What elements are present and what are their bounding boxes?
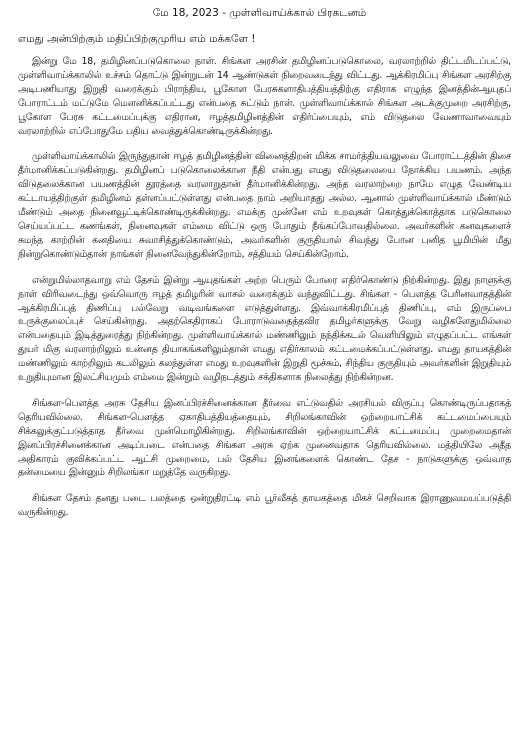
paragraph-2: முள்ளிவாய்க்காலில் இருந்துதான் ஈழத் தமிழினத்தின் வினைத்திறன் மிக்க சாமர்த்தியவலுவை போராட்டத்தின் திசை தீர்மானிக்கப்படுகின்றது. தமிழினப் படுகொலைக்கான நீதி என்பது எமது விடுதலையை நோக்கிய பயணம். அந்த விடுதலைக்கான பயணத்தின் தூரத்தை வரலாறுதான் தீர்மானிக்கின்றது. அந்த வரலாற்றை நாமே எழுத வேண்டிய கட்டாயத்திற்குள் தமிழினம் தள்ளப்பட்டுள்ளது என்பதை நாம் அறியாதது அல்ல. ஆனால் முள்ளிவாய்க்கால் மீண்டும் மீண்டும் அதை நினைவூட்டிக்கொண்டிருக்கின்றது. எமக்கு முன்னே எம் உறவுகள் கொத்துக்கொத்தாக படுகொலை செய்யப்பட்ட கணங்கள், நினைவுகள் எம்மை விட்டு ஒரு போதும் நீங்கப்போவதில்லை. அவர்களின் கனவுகளைச் சுமந்த காற்றின் கனதியை சுவாசித்துக்கொண்டும், அவர்களின் குருதியால் சிவந்து போன புனித பூமியின் மீது நின்றுகொண்டும்தான் நாங்கள் நினைவேந்துகின்றோம், சத்தியம் செய்கின்றோம். (18, 151, 511, 260)
paragraph-5: சிங்கள தேசம் தனது படை பலத்தை ஒன்றுதிரட்டி எம் பூர்வீகத் தாயகத்தை மிகச் செறிவாக இராணுவமயப்படுத்தி வருகின்றது. (18, 493, 511, 519)
paragraph-3: என்றுமில்லாதவாறு எம் தேசம் இன்று ஆயுதங்கள் அற்ற பெரும் போரை எதிர்கொண்டு நிற்கின்றது. இது நாளுக்கு நாள் விரிவடைந்து ஒவ்வொரு ஈழத் தமிழரின் வாசல் வரைக்கும் வந்துவிட்டது. சிங்கள - பௌத்த பேரினவாதத்தின் ஆக்கிரமிப்புத் திணிப்பு பல்வேறு வடிவங்களை எடுத்துள்ளது. இவ்வாக்கிரமிப்புத் திணிப்பு, எம் இருப்பை உருக்குலைப்புச் செய்கின்றது. அதற்கெதிராகப் போராடுவதைத்தவிர தமிழர்களுக்கு வேறு வழிகளேதுமில்லை என்பதையும் இடித்துரைத்து நிற்கின்றது. முள்ளிவாய்க்கால் மண்ணிலும் நந்திக்கடல் வெளியிலும் எழுதப்பட்ட எங்கள் துயர் மிகு வரலாற்றிலும் உன்னத தியாகங்களிலும்தான் எமது எதிர்காலம் கட்டமைக்கப்பட்டுள்ளது. எமது தாயகத்தின் மண்ணிலும் காற்றிலும் கடலிலும் கலந்துள்ள எமது உறவுகளின் இறுதி மூச்சும், சிந்திய குருதியும் அவர்களின் இறுதியும் உறுதியுமான இலட்சியமும் எம்மை இன்றும் வழிநடத்தும் சக்திகளாக நிலைத்து நிற்கின்றன. (18, 274, 511, 384)
salutation: எமது அன்பிற்கும் மதிப்பிற்குமுரிய எம் மக்களே ! (18, 33, 256, 45)
paragraph-4: சிங்கள-பௌத்த அரசு தேசிய இனப்பிரச்சினைக்கான தீர்வை எட்டுவதில் அரசியல் விருப்பு கொண்டிருப்பதாகத் தெரியவில்லை. சிங்கள-பௌத்த ஏகாதிபத்தியத்தையும், சிறிலங்காவின் ஒற்றையாட்சிக் கட்டமைப்பையும் சிக்கலுக்குட்படுத்தாத தீர்வை முன்மொழிகின்றது. சிறிலங்காவின் ஒற்றையாட்சிக் கட்டமைப்பு முறைமைதான் இனப்பிரச்சினைக்கான அடிப்படை என்பதை சிங்கள அரசு ஏற்க முனைவதாக தெரியவில்லை. மத்தியிலே அதீத அதிகாரம் குவிக்கப்பட்ட ஆட்சி முறைமை, பல் தேசிய இனங்களைக் கொண்ட தேச - நாடுகளுக்கு ஒவ்வாத தன்மையை இன்னும் சிறிலங்கா மறுத்தே வருகிறது. (18, 397, 511, 479)
document-header: மே 18, 2023 - முள்ளிவாய்க்கால் பிரகடனம் (152, 7, 367, 19)
paragraph-1: இன்று மே 18, தமிழினப்படுகொலை நாள். சிங்கள அரசின் தமிழினப்படுகொலை, வரலாற்றில் திட்டமிடப்பட்டு, முள்ளிவாய்க்காலில் உச்சம் தொட்டு இன்றுடன் 14 ஆண்டுகள் நிறைவடைந்து விட்டது. ஆக்கிரமிப்பு சிங்கள அரசிற்கு அடிபணியாது இறுதி வரைக்கும் பிராந்திய, பூகோள பேரசுகளாதிபத்தியத்திற்கு எதிராக எழுந்த இனத்தின்ஆயுதப் போராட்டம் மட்டுமே மௌனிக்கப்பட்டது என்பதை சுட்டும் நாள். முள்ளிவாய்க்கால் சிங்கள அடக்குமுறை அரசிற்கு, பூகோள பேரசு கட்டமைப்புக்கு எதிரான, ஈழத்தமிழினத்தின் எதிர்ப்பையும், எம் விடுதலை வேணாவாவையும் வரலாற்றில் எப்போதுமே பதிய வைத்துக்கொண்டிருக்கின்றது. (18, 56, 511, 137)
